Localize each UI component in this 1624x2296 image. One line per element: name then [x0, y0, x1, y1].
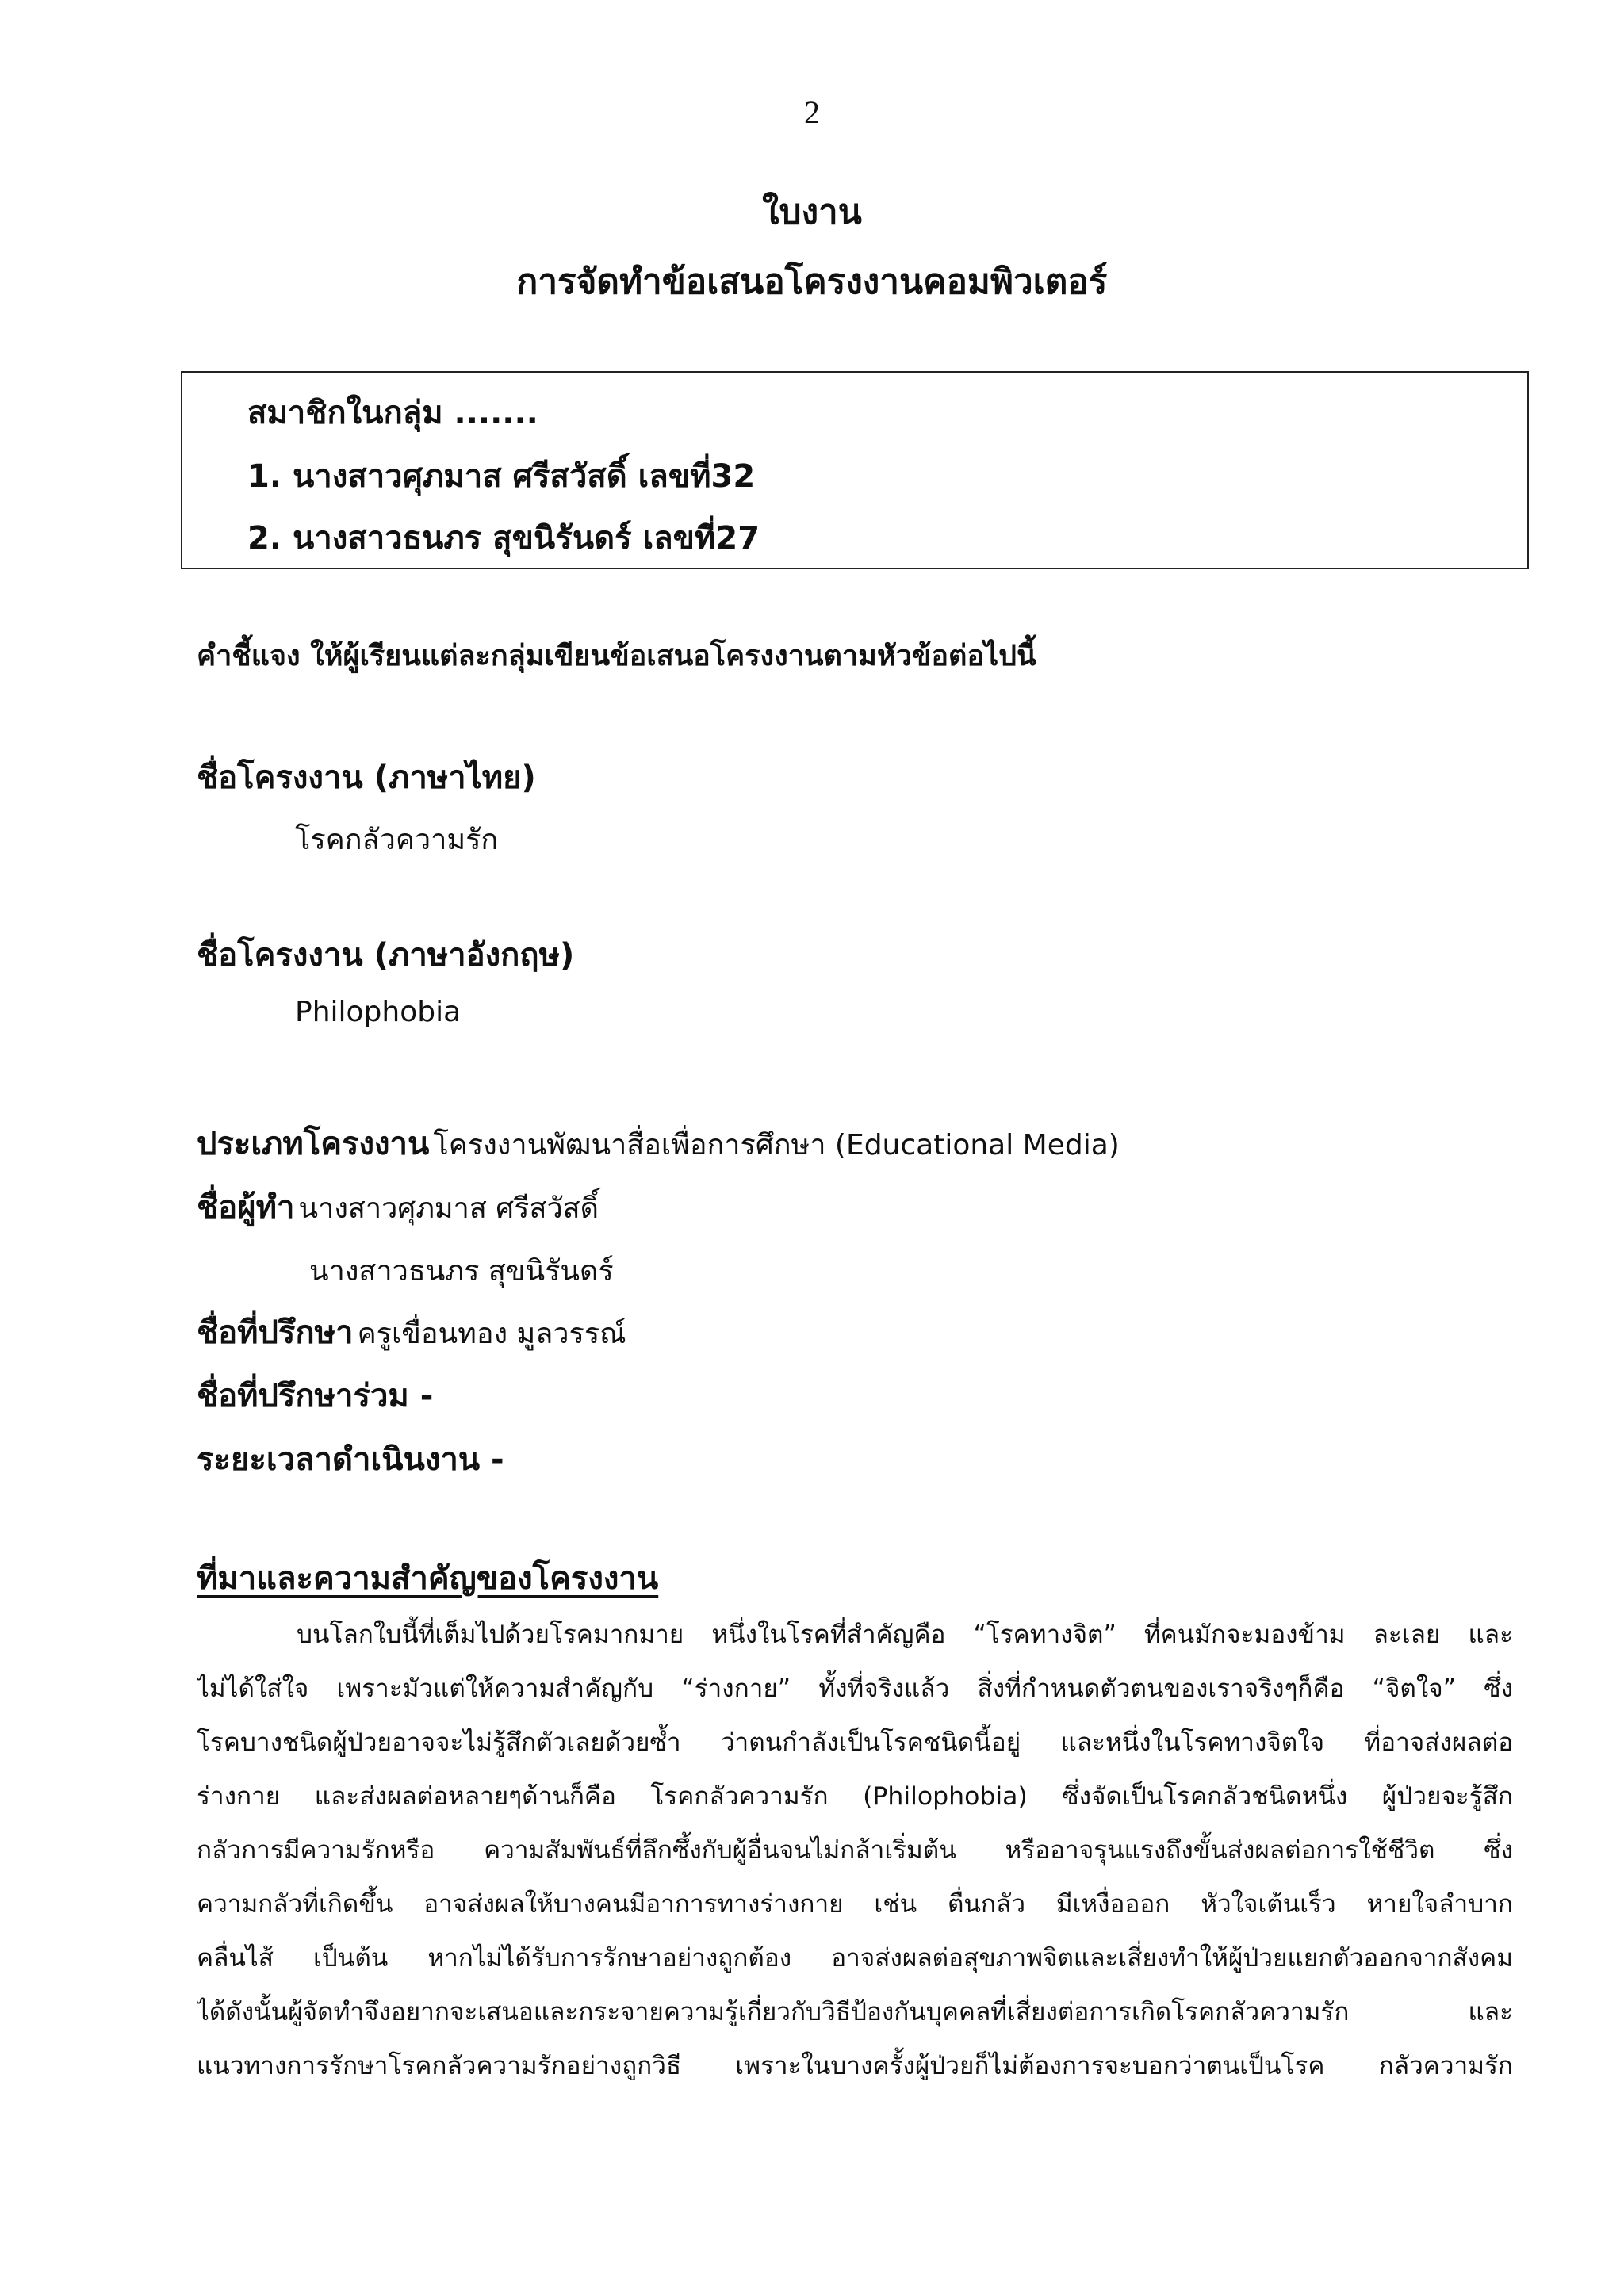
member-item: 1. นางสาวศุภมาส ศรีสวัสดิ์ เลขที่32 — [247, 458, 756, 495]
background-line: กลัวการมีความรักหรือ ความสัมพันธ์ที่ลึกซึ้งกับผู้อื่นจนไม่กล้าเริ่มต้น หรืออาจรุนแรงถึงขั้นส่งผลต่อการใช้ชีวิต ซึ่ง — [197, 1836, 1513, 1865]
background-line: โรคบางชนิดผู้ป่วยอาจจะไม่รู้สึกตัวเลยด้วยซ้ำ ว่าตนกำลังเป็นโรคชนิดนี้อยู่ และหนึ่งในโรคทางจิตใจ ที่อาจส่งผลต่อ — [197, 1728, 1513, 1757]
background-line: บนโลกใบนี้ที่เต็มไปด้วยโรคมากมาย หนึ่งในโรคที่สำคัญคือ “โรคทางจิต” ที่คนมักจะมองข้าม ละเลย และ — [297, 1621, 1513, 1649]
background-line: ไม่ได้ใส่ใจ เพราะมัวแต่ให้ความสำคัญกับ “ร่างกาย” ทั้งที่จริงแล้ว สิ่งที่กำหนดตัวตนของเราจริงๆก็คือ “จิตใจ” ซึ่ง — [197, 1674, 1513, 1703]
duration: ระยะเวลาดำเนินงาน - — [197, 1441, 504, 1478]
background-line: ความกลัวที่เกิดขึ้น อาจส่งผลให้บางคนมีอาการทางร่างกาย เช่น ตื่นกลัว มีเหงื่อออก หัวใจเต้นเร็ว หายใจลำบาก — [197, 1890, 1513, 1919]
authors-label: ชื่อผู้ทำ — [197, 1189, 295, 1226]
project-type-row — [197, 1118, 1120, 1169]
project-name-th-value: โรคกลัวความรัก — [295, 824, 499, 856]
co-advisor: ชื่อที่ปรึกษาร่วม - — [197, 1378, 434, 1414]
worksheet-subtitle: การจัดทำข้อเสนอโครงงานคอมพิวเตอร์ — [516, 262, 1108, 302]
project-type-value: โครงงานพัฒนาสื่อเพื่อการศึกษา (Educational Media) — [433, 1129, 1120, 1161]
members-heading: สมาชิกในกลุ่ม ....... — [247, 395, 538, 431]
project-name-en-value: Philophobia — [295, 996, 462, 1028]
project-type-label: ประเภทโครงงาน — [197, 1126, 430, 1162]
authors-row — [197, 1181, 599, 1232]
advisor-row — [197, 1307, 626, 1357]
background-line: คลื่นไส้ เป็นต้น หากไม่ได้รับการรักษาอย่างถูกต้อง อาจส่งผลต่อสุขภาพจิตและเสี่ยงทำให้ผู้ป่วยแยกตัวออกจากสังคม — [197, 1944, 1513, 1973]
page-number: 2 — [804, 94, 820, 130]
author-2: นางสาวธนภร สุขนิรันดร์ — [309, 1255, 614, 1288]
project-name-th-label: ชื่อโครงงาน (ภาษาไทย) — [197, 760, 536, 796]
background-title: ที่มาและความสำคัญของโครงงาน — [197, 1560, 659, 1597]
project-name-en-label: ชื่อโครงงาน (ภาษาอังกฤษ) — [197, 937, 575, 974]
background-line: ได้ดังนั้นผู้จัดทำจึงอยากจะเสนอและกระจายความรู้เกี่ยวกับวิธีป้องกันบุคคลที่เสี่ยงต่อการเกิดโรคกลัวความรัก และ — [197, 1998, 1513, 2026]
background-line: ร่างกาย และส่งผลต่อหลายๆด้านก็คือ โรคกลัวความรัก (Philophobia) ซึ่งจัดเป็นโรคกลัวชนิดหนึ่ง ผู้ป่วยจะรู้สึก — [197, 1782, 1513, 1811]
instructions: คำชี้แจง ให้ผู้เรียนแต่ละกลุ่มเขียนข้อเสนอโครงงานตามหัวข้อต่อไปนี้ — [197, 640, 1036, 672]
worksheet-title: ใบงาน — [762, 192, 862, 232]
members-box — [181, 371, 1529, 569]
background-line: แนวทางการรักษาโรคกลัวความรักอย่างถูกวิธี เพราะในบางครั้งผู้ป่วยก็ไม่ต้องการจะบอกว่าตนเป็นโรค กลัวความรัก — [197, 2052, 1513, 2080]
author-1: นางสาวศุภมาส ศรีสวัสดิ์ — [298, 1192, 599, 1225]
advisor-value: ครูเขื่อนทอง มูลวรรณ์ — [357, 1318, 626, 1350]
member-item: 2. นางสาวธนภร สุขนิรันดร์ เลขที่27 — [247, 520, 760, 557]
advisor-label: ชื่อที่ปรึกษา — [197, 1314, 354, 1351]
